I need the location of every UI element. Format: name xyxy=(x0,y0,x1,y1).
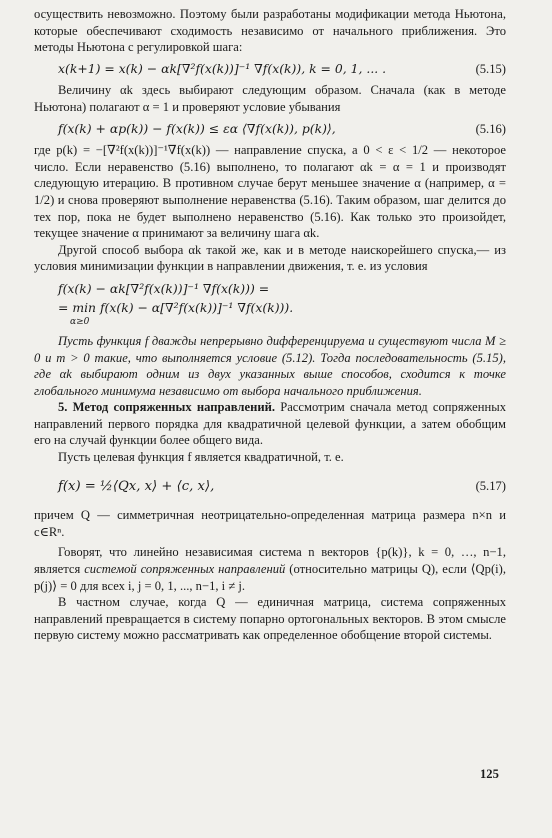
equation-5-16 xyxy=(34,121,506,138)
paragraph-9-term: системой сопряженных направлений xyxy=(84,562,286,577)
equation-min-line-2: = min f(x(k) − α[∇²f(x(k))]⁻¹ ∇f(x(k))). xyxy=(58,299,294,315)
section-5-text: Рассмотрим сначала метод сопряженных направлений первого порядка для квадратичной целевой функции, а затем обобщим его на случай функции более общего вида. xyxy=(34,400,506,448)
paragraph-10: В частном случае, когда Q — единичная матрица, система сопряженных направлений превращается в систему попарно ортогональных векторов. В этом смысле первую систему можно рассматривать как определенное обобщение второй системы. xyxy=(34,595,506,643)
equation-5-16-formula: f(x(k) + αp(k)) − f(x(k)) ≤ εα ⟨∇f(x(k)), p(k)⟩, xyxy=(58,120,336,136)
equation-5-17-formula: f(x) = ½⟨Qx, x⟩ + ⟨c, x⟩, xyxy=(58,478,215,494)
paragraph-4: Другой способ выбора αk такой же, как и в методе наискорейшего спуска,— из условия минимизации функции в направлении движения, т. е. из условия xyxy=(34,242,506,274)
equation-5-17 xyxy=(34,478,506,496)
paragraph-1: осуществить невозможно. Поэтому были разработаны модификации метода Ньютона, которые обеспечивают сходимость независимо от начального приближения. Это методы Ньютона с регулировкой шага: xyxy=(34,7,506,55)
paragraph-2: Величину αk здесь выбирают следующим образом. Сначала (как в методе Ньютона) полагают α = 1 и проверяют условие убывания xyxy=(34,83,506,114)
equation-5-15-formula: x(k+1) = x(k) − αk[∇²f(x(k))]⁻¹ ∇f(x(k)), k = 0, 1, ... . xyxy=(58,60,387,76)
page-body xyxy=(34,6,506,644)
paragraph-3: где p(k) = −[∇²f(x(k))]⁻¹∇f(x(k)) — направление спуска, а 0 < ε < 1/2 — некоторое число. Если неравенство (5.16) выполнено, то полагают αk = α = 1 и производят следующую итерацию. В противном случае берут меньшее значение α (например, α = 1/2) и снова проверяют выполнение неравенства (5.16). Таким образом, шаг делится до тех пор, пока не будет выполнено неравенство (5.16). Как только это произойдет, текущее значение α принимают за величину шага αk. xyxy=(34,143,506,241)
paragraph-7: Пусть целевая функция f является квадратичной, т. е. xyxy=(58,450,344,465)
equation-5-16-number: (5.16) xyxy=(475,121,506,136)
equation-min xyxy=(34,279,506,327)
theorem-paragraph: Пусть функция f дважды непрерывно дифференцируема и существуют числа M ≥ 0 и m > 0 такие, что выполняется условие (5.12). Тогда последовательность (5.15), где αk выбирают одним из двух указанных выше способов, сходится к точке глобального минимума независимо от выбора начального приближения. xyxy=(34,333,506,398)
equation-5-15-number: (5.15) xyxy=(475,61,506,76)
section-5-paragraph xyxy=(34,399,506,449)
equation-min-line-1: f(x(k) − αk[∇²f(x(k))]⁻¹ ∇f(x(k))) = xyxy=(58,280,270,296)
equation-5-17-number: (5.17) xyxy=(475,478,506,493)
equation-5-15 xyxy=(34,61,506,78)
paragraph-9-start: Говорят, что линейно независимая система n векторов {p(k)}, k = 0, …, n−1, является xyxy=(34,545,506,577)
section-5-heading: 5. Метод сопряженных направлений. xyxy=(58,400,275,415)
paragraph-8: причем Q — симметричная неотрицательно-определенная матрица размера n×n и c∈Rⁿ. xyxy=(34,508,506,539)
paragraph-9-end: (относительно матрицы Q), если ⟨Qp(i), p(j)⟩ = 0 для всех i, j = 0, 1, ..., n−1, i ≠ j. xyxy=(34,562,506,593)
paragraph-9 xyxy=(34,544,506,594)
page-number: 125 xyxy=(480,767,499,781)
equation-min-subscript: α≥0 xyxy=(70,316,90,327)
